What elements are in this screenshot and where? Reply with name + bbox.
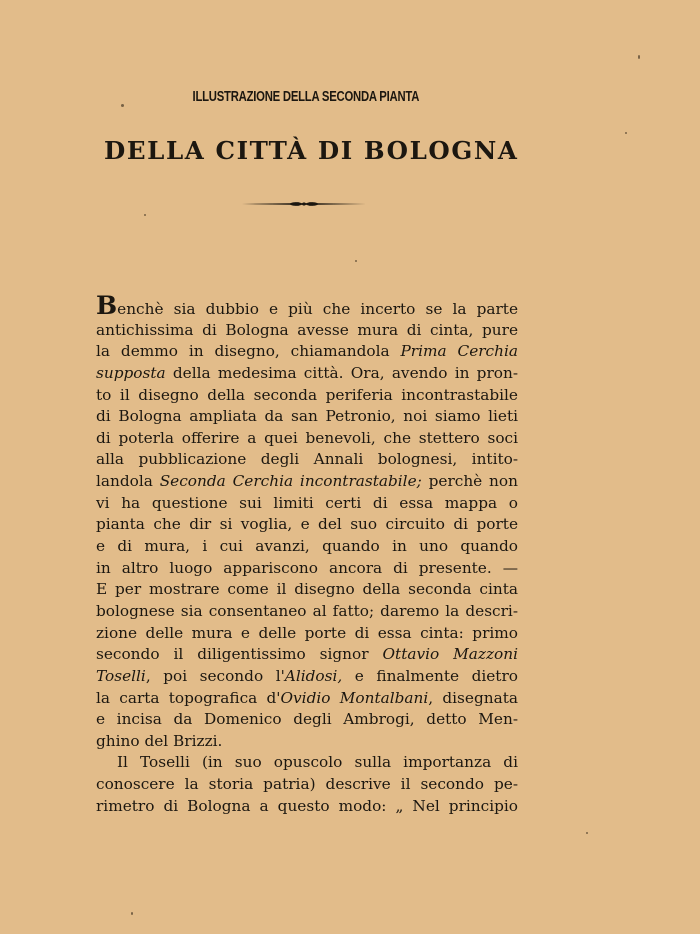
text-line: [96, 558, 518, 580]
text-line: [96, 514, 518, 536]
text-segment: la demmo in disegno, chiamandola: [96, 342, 401, 361]
italic-text: Toselli: [96, 666, 146, 685]
text-segment: secondo il diligentissimo signor: [96, 645, 383, 664]
text-line: [96, 579, 518, 601]
text-line: [96, 428, 518, 450]
text-segment: Il Toselli (in suo opuscolo sulla importanza di: [117, 753, 518, 772]
print-speck: [586, 832, 588, 834]
text-line: [96, 731, 518, 753]
text-segment: di Bologna ampliata da san Petronio, noi siamo lieti: [96, 407, 518, 426]
text-line: [96, 796, 518, 818]
text-segment: , disegnata: [428, 688, 518, 707]
print-speck: [638, 55, 640, 59]
italic-text: Ovidio Montalbani: [280, 688, 429, 707]
text-line: [96, 493, 518, 515]
text-segment: bolognese sia consentaneo al fatto; daremo la descri-: [96, 601, 518, 620]
text-segment: alla pubblicazione degli Annali bolognesi, intito-: [96, 450, 518, 469]
print-speck: [121, 104, 124, 107]
text-line: [96, 666, 518, 688]
text-line: [96, 774, 518, 796]
text-segment: , poi secondo l': [145, 666, 285, 685]
text-line: [96, 406, 518, 428]
page-subtitle: ILLUSTRAZIONE DELLA SECONDA PIANTA: [192, 89, 420, 105]
italic-text: Alidosi,: [284, 666, 343, 685]
text-segment: ghino del Brizzi.: [96, 731, 223, 750]
text-segment: landola: [96, 472, 160, 491]
text-line: [96, 536, 518, 558]
text-line: [96, 471, 518, 493]
text-segment: e finalmente dietro: [342, 666, 518, 685]
text-segment: E per mostrare come il disegno della seconda cinta: [96, 580, 518, 599]
text-line: [96, 601, 518, 623]
italic-text: supposta: [96, 363, 166, 382]
text-segment: e di mura, i cui avanzi, quando in uno quando: [96, 537, 518, 556]
text-line: [96, 320, 518, 342]
text-segment: zione delle mura e delle porte di essa cinta: primo: [96, 623, 518, 642]
print-speck: [131, 912, 133, 915]
print-speck: [355, 260, 357, 262]
text-line: [96, 341, 518, 363]
print-speck: [144, 214, 146, 216]
text-segment: antichissima di Bologna avesse mura di cinta, pure: [96, 320, 518, 339]
text-line: [96, 623, 518, 645]
text-segment: vi ha questione sui limiti certi di essa mappa o: [96, 493, 518, 512]
text-line: [96, 688, 518, 710]
text-segment: e incisa da Domenico degli Ambrogi, detto Men-: [96, 710, 518, 729]
text-line: [96, 752, 518, 774]
text-segment: to il disegno della seconda periferia incontrastabile: [96, 385, 518, 404]
text-line: [96, 709, 518, 731]
ornament-rule: [240, 198, 368, 210]
text-line: [96, 644, 518, 666]
text-segment: enchè sia dubbio e più che incerto se la parte: [117, 300, 518, 318]
text-segment: pianta che dir si voglia, e del suo circuito di porte: [96, 515, 518, 534]
italic-text: Prima Cerchia: [400, 342, 518, 361]
text-segment: rimetro di Bologna a questo modo: „ Nel principio: [96, 796, 518, 815]
text-line: [96, 385, 518, 407]
text-segment: in altro luogo appariscono ancora di presente. —: [96, 558, 518, 577]
body-text: [96, 291, 518, 817]
text-segment: della medesima città. Ora, avendo in pron-: [165, 363, 518, 382]
drop-cap: B: [96, 291, 118, 320]
text-segment: di poterla offerire a quei benevoli, che stettero soci: [96, 428, 518, 447]
text-line: [96, 291, 518, 320]
italic-text: Ottavio Mazzoni: [382, 645, 518, 664]
print-speck: [625, 132, 627, 134]
text-segment: la carta topografica d': [96, 688, 281, 707]
italic-text: Seconda Cerchia incontrastabile;: [159, 472, 422, 491]
text-segment: conoscere la storia patria) descrive il secondo pe-: [96, 775, 518, 794]
text-line: [96, 363, 518, 385]
text-line: [96, 449, 518, 471]
text-segment: perchè non: [421, 472, 518, 491]
page-title: DELLA CITTÀ DI BOLOGNA: [104, 136, 519, 165]
